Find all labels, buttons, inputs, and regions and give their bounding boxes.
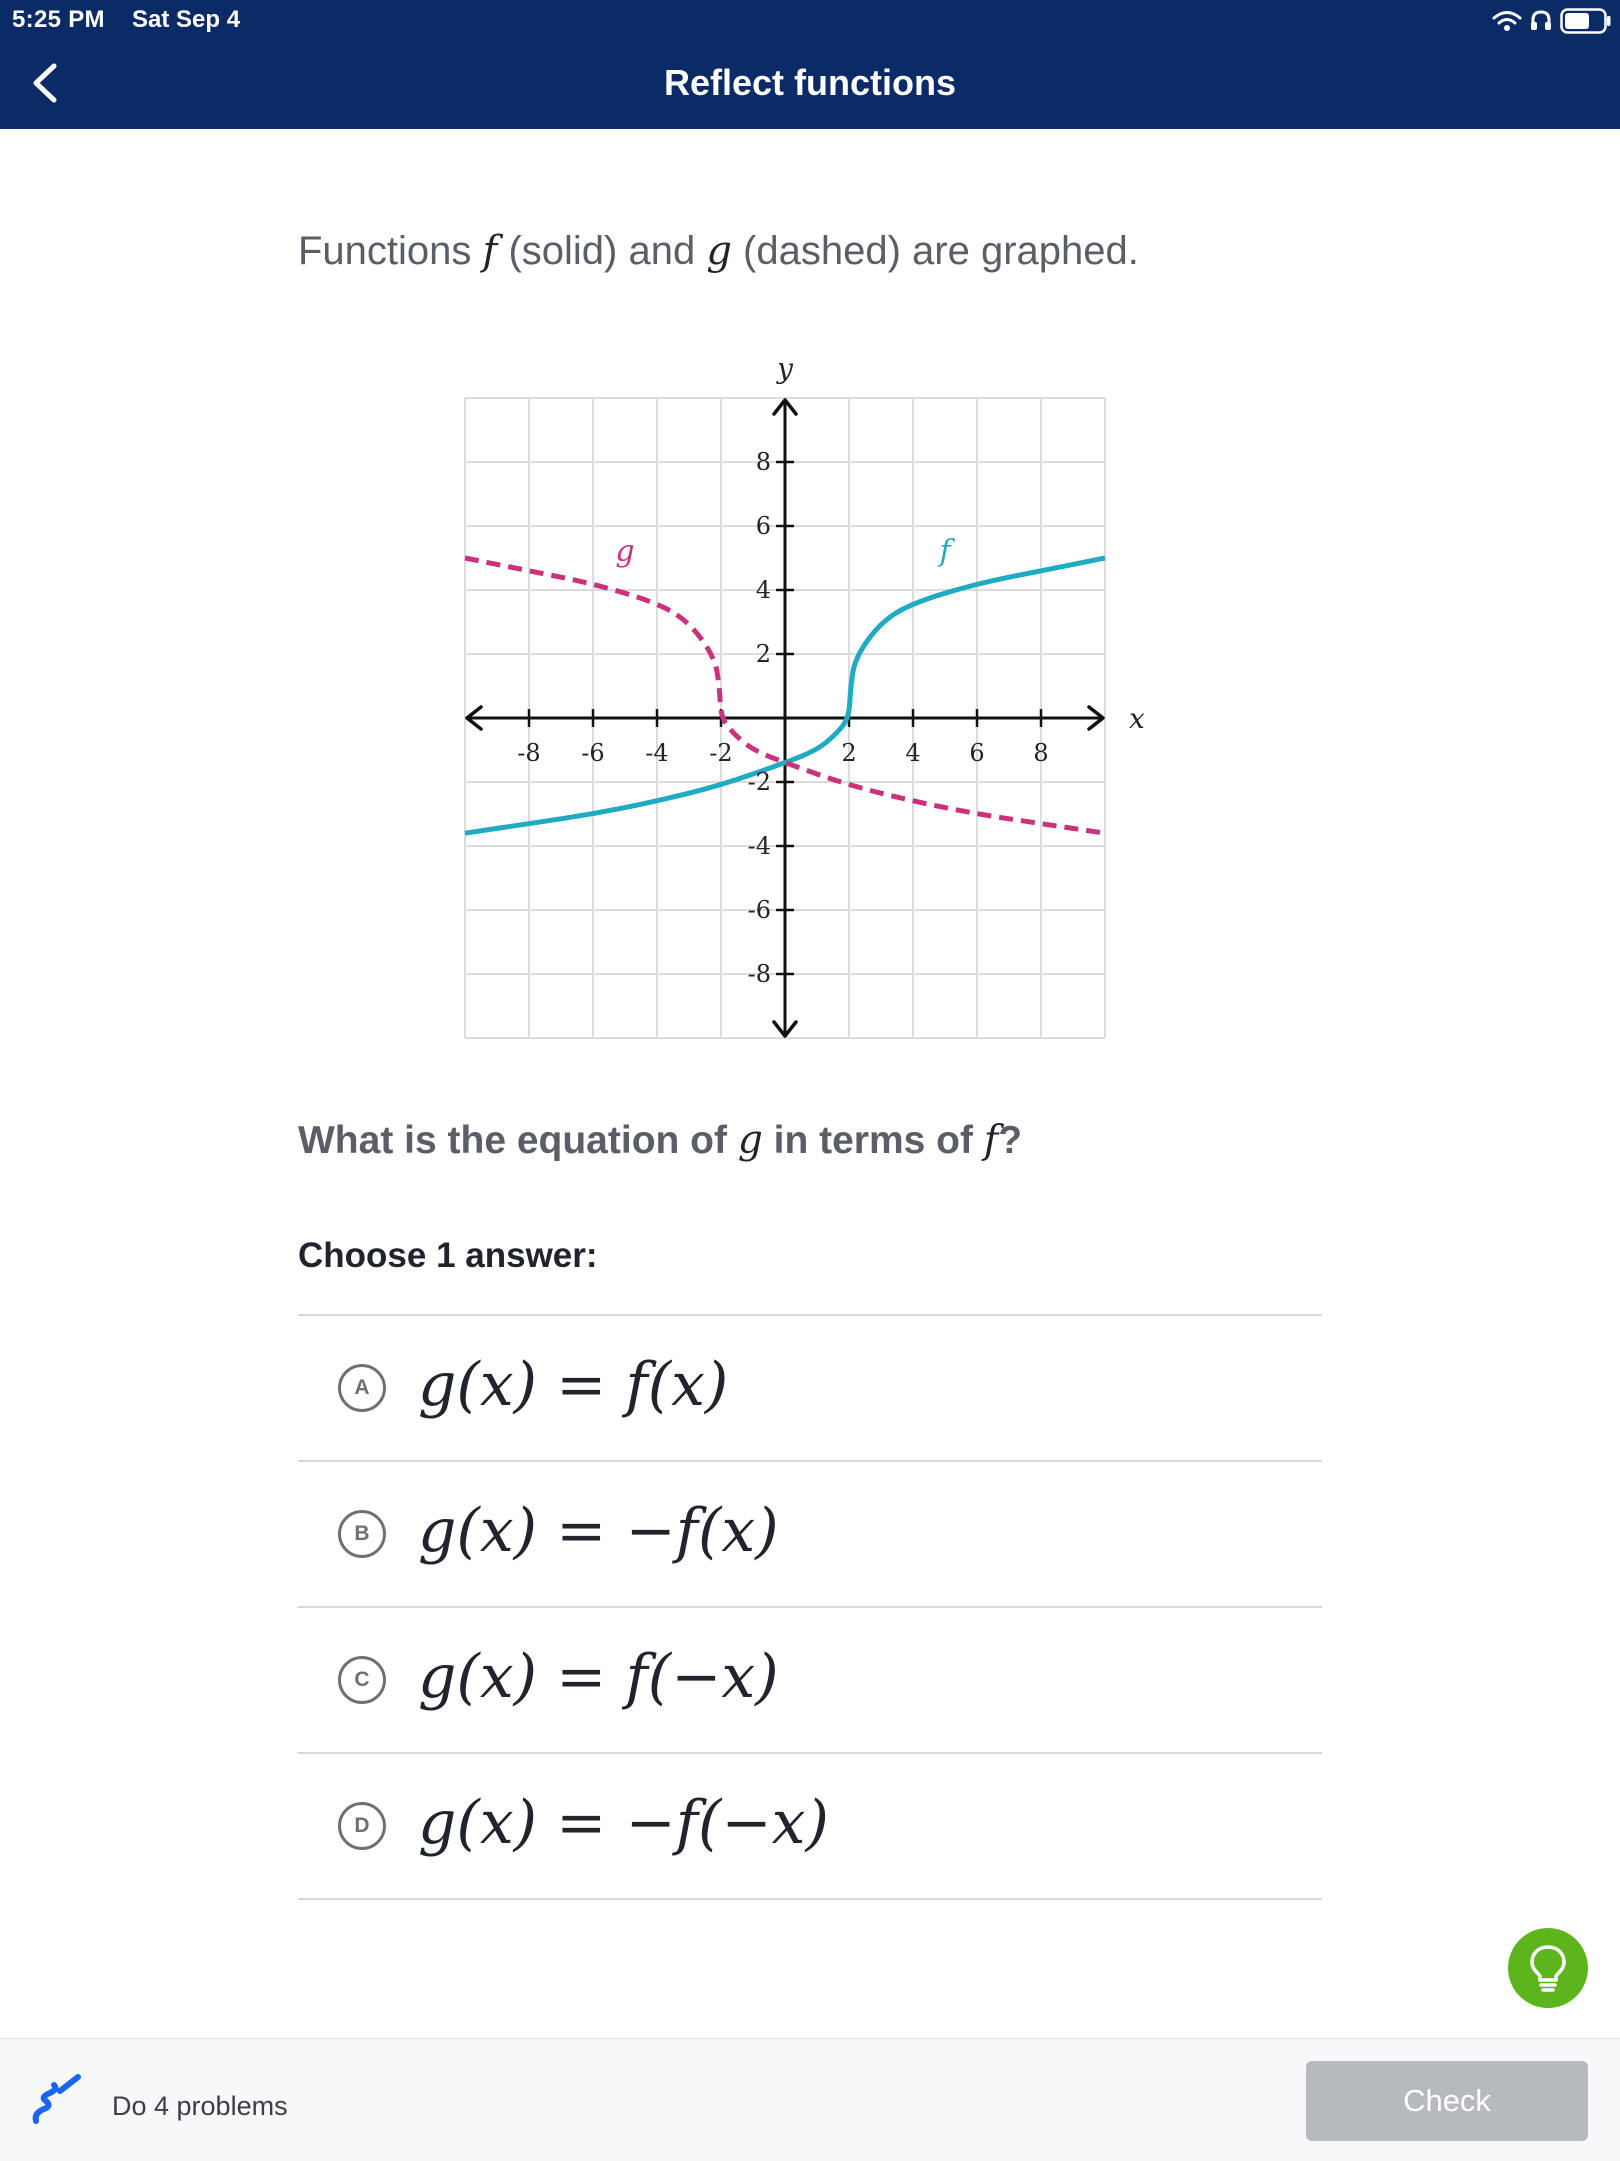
choice-b[interactable] <box>298 1462 1322 1608</box>
battery-icon <box>1560 8 1612 34</box>
question-part-1: What is the equation of <box>298 1119 738 1162</box>
y-tick-label: -6 <box>747 896 771 924</box>
x-tick-label: 8 <box>1033 739 1049 767</box>
prompt-text-2: (solid) and <box>497 229 707 273</box>
axes <box>467 400 1103 1036</box>
x-axis-label: x <box>1129 702 1145 735</box>
x-tick-label: 6 <box>969 739 985 767</box>
question-text <box>298 1118 1022 1163</box>
choose-label: Choose 1 answer: <box>298 1236 598 1275</box>
x-tick-label: -2 <box>709 739 733 767</box>
prompt-text-1: Functions <box>298 229 483 273</box>
question-var-f: f <box>983 1118 999 1163</box>
x-tick-label: -8 <box>517 739 541 767</box>
progress-squiggle-icon <box>30 2073 86 2129</box>
y-axis-label: y <box>777 352 793 385</box>
y-tick-label: -8 <box>747 960 771 988</box>
choice-a[interactable] <box>298 1316 1322 1462</box>
bottom-bar <box>0 2038 1620 2161</box>
answer-choices <box>298 1314 1322 1900</box>
check-button[interactable]: Check <box>1306 2061 1588 2141</box>
prompt-var-g: g <box>706 228 732 274</box>
choice-c[interactable] <box>298 1608 1322 1754</box>
question-var-g: g <box>737 1118 763 1163</box>
choice-b-radio[interactable]: B <box>338 1510 386 1558</box>
function-graph <box>440 340 1160 1060</box>
choice-c-radio[interactable]: C <box>338 1656 386 1704</box>
choice-a-radio[interactable]: A <box>338 1364 386 1412</box>
prompt-var-f: f <box>482 228 498 274</box>
x-tick-label: -6 <box>581 739 605 767</box>
headphones-icon <box>1530 9 1552 33</box>
question-part-2: in terms of <box>762 1119 984 1162</box>
x-tick-label: 4 <box>905 739 921 767</box>
curve-label-f: f <box>939 534 951 570</box>
problem-prompt <box>298 228 1139 274</box>
y-tick-label: 6 <box>755 512 771 540</box>
task-progress-label: Do 4 problems <box>112 2091 288 2121</box>
page-title: Reflect functions <box>663 62 957 103</box>
choice-d-radio[interactable]: D <box>338 1802 386 1850</box>
choice-b-equation: g(x) = −f(x) <box>418 1496 779 1566</box>
x-tick-label: 2 <box>841 739 857 767</box>
y-tick-label: -2 <box>747 768 771 796</box>
top-bar <box>0 0 1620 129</box>
lightbulb-icon <box>1528 1944 1568 1992</box>
y-tick-label: -4 <box>747 832 771 860</box>
status-date: Sat Sep 4 <box>132 6 241 33</box>
choice-d[interactable] <box>298 1754 1322 1900</box>
y-tick-label: 4 <box>755 576 771 604</box>
curve-label-g: g <box>615 534 635 570</box>
y-tick-label: 2 <box>755 640 771 668</box>
hint-button[interactable] <box>1508 1928 1588 2008</box>
choice-d-equation: g(x) = −f(−x) <box>418 1788 829 1858</box>
choice-a-equation: g(x) = f(x) <box>418 1350 729 1420</box>
wifi-icon <box>1492 9 1522 33</box>
status-time: 5:25 PM <box>12 6 105 33</box>
question-part-3: ? <box>998 1119 1023 1162</box>
status-icons <box>1492 4 1612 38</box>
x-tick-label: -4 <box>645 739 669 767</box>
y-tick-label: 8 <box>755 448 771 476</box>
labels <box>517 352 1145 988</box>
prompt-text-3: (dashed) are graphed. <box>731 229 1139 273</box>
choice-c-equation: g(x) = f(−x) <box>418 1642 779 1712</box>
